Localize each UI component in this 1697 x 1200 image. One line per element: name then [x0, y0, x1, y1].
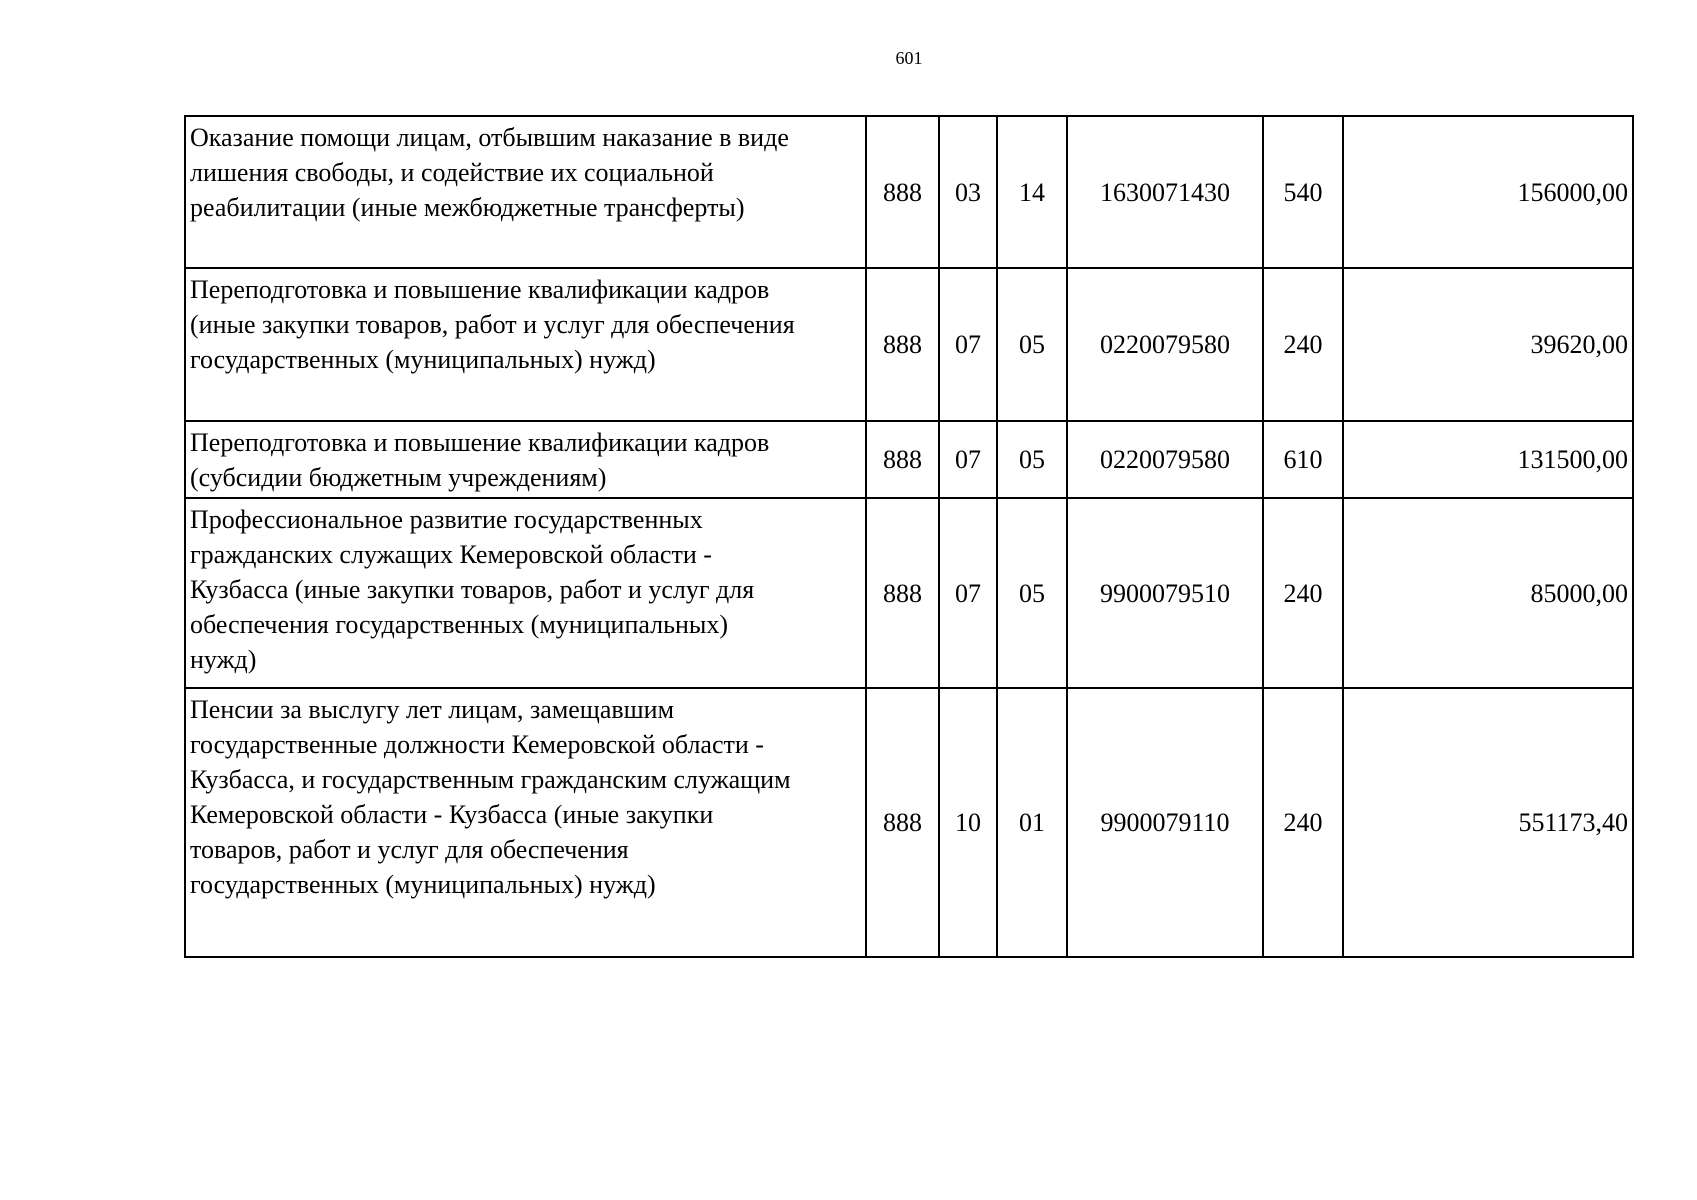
ministry-code-cell: 888: [866, 421, 939, 498]
expense-type-cell: 240: [1263, 688, 1343, 957]
subsection-code-cell: 14: [997, 116, 1067, 268]
target-article-cell: 9900079510: [1067, 498, 1263, 688]
table-row: [185, 498, 1633, 688]
amount-cell: 551173,40: [1343, 688, 1633, 957]
subsection-code-cell: 01: [997, 688, 1067, 957]
section-code-cell: 07: [939, 268, 997, 421]
page-number: 601: [895, 48, 923, 68]
table-row: [185, 688, 1633, 957]
section-code-cell: 03: [939, 116, 997, 268]
expense-type-cell: 540: [1263, 116, 1343, 268]
ministry-code-cell: 888: [866, 116, 939, 268]
ministry-code-cell: 888: [866, 688, 939, 957]
subsection-code-cell: 05: [997, 268, 1067, 421]
target-article-cell: 0220079580: [1067, 421, 1263, 498]
table-row: [185, 116, 1633, 268]
target-article-cell: 9900079110: [1067, 688, 1263, 957]
subsection-code-cell: 05: [997, 498, 1067, 688]
amount-cell: 85000,00: [1343, 498, 1633, 688]
subsection-code-cell: 05: [997, 421, 1067, 498]
expense-type-cell: 240: [1263, 268, 1343, 421]
description-cell: Оказание помощи лицам, отбывшим наказание в виде лишения свободы, и содействие их социальной реабилитации (иные межбюджетные трансферты): [185, 116, 866, 268]
table-row: [185, 421, 1633, 498]
amount-cell: 131500,00: [1343, 421, 1633, 498]
ministry-code-cell: 888: [866, 268, 939, 421]
amount-cell: 39620,00: [1343, 268, 1633, 421]
section-code-cell: 07: [939, 421, 997, 498]
table-row: [185, 268, 1633, 421]
description-cell: Переподготовка и повышение квалификации кадров (иные закупки товаров, работ и услуг для обеспечения государственных (муниципальных) нужд): [185, 268, 866, 421]
amount-cell: 156000,00: [1343, 116, 1633, 268]
section-code-cell: 10: [939, 688, 997, 957]
budget-table: [184, 115, 1634, 958]
expense-type-cell: 610: [1263, 421, 1343, 498]
ministry-code-cell: 888: [866, 498, 939, 688]
description-cell: Переподготовка и повышение квалификации кадров (субсидии бюджетным учреждениям): [185, 421, 866, 498]
target-article-cell: 1630071430: [1067, 116, 1263, 268]
section-code-cell: 07: [939, 498, 997, 688]
description-cell: Профессиональное развитие государственных гражданских служащих Кемеровской области - Кузбасса (иные закупки товаров, работ и услуг для обеспечения государственных (муниципальных) нужд): [185, 498, 866, 688]
target-article-cell: 0220079580: [1067, 268, 1263, 421]
description-cell: Пенсии за выслугу лет лицам, замещавшим государственные должности Кемеровской области - Кузбасса, и государственным гражданским служащим Кемеровской области - Кузбасса (иные закупки товаров, работ и услуг для обеспечения государственных (муниципальных) нужд): [185, 688, 866, 957]
expense-type-cell: 240: [1263, 498, 1343, 688]
